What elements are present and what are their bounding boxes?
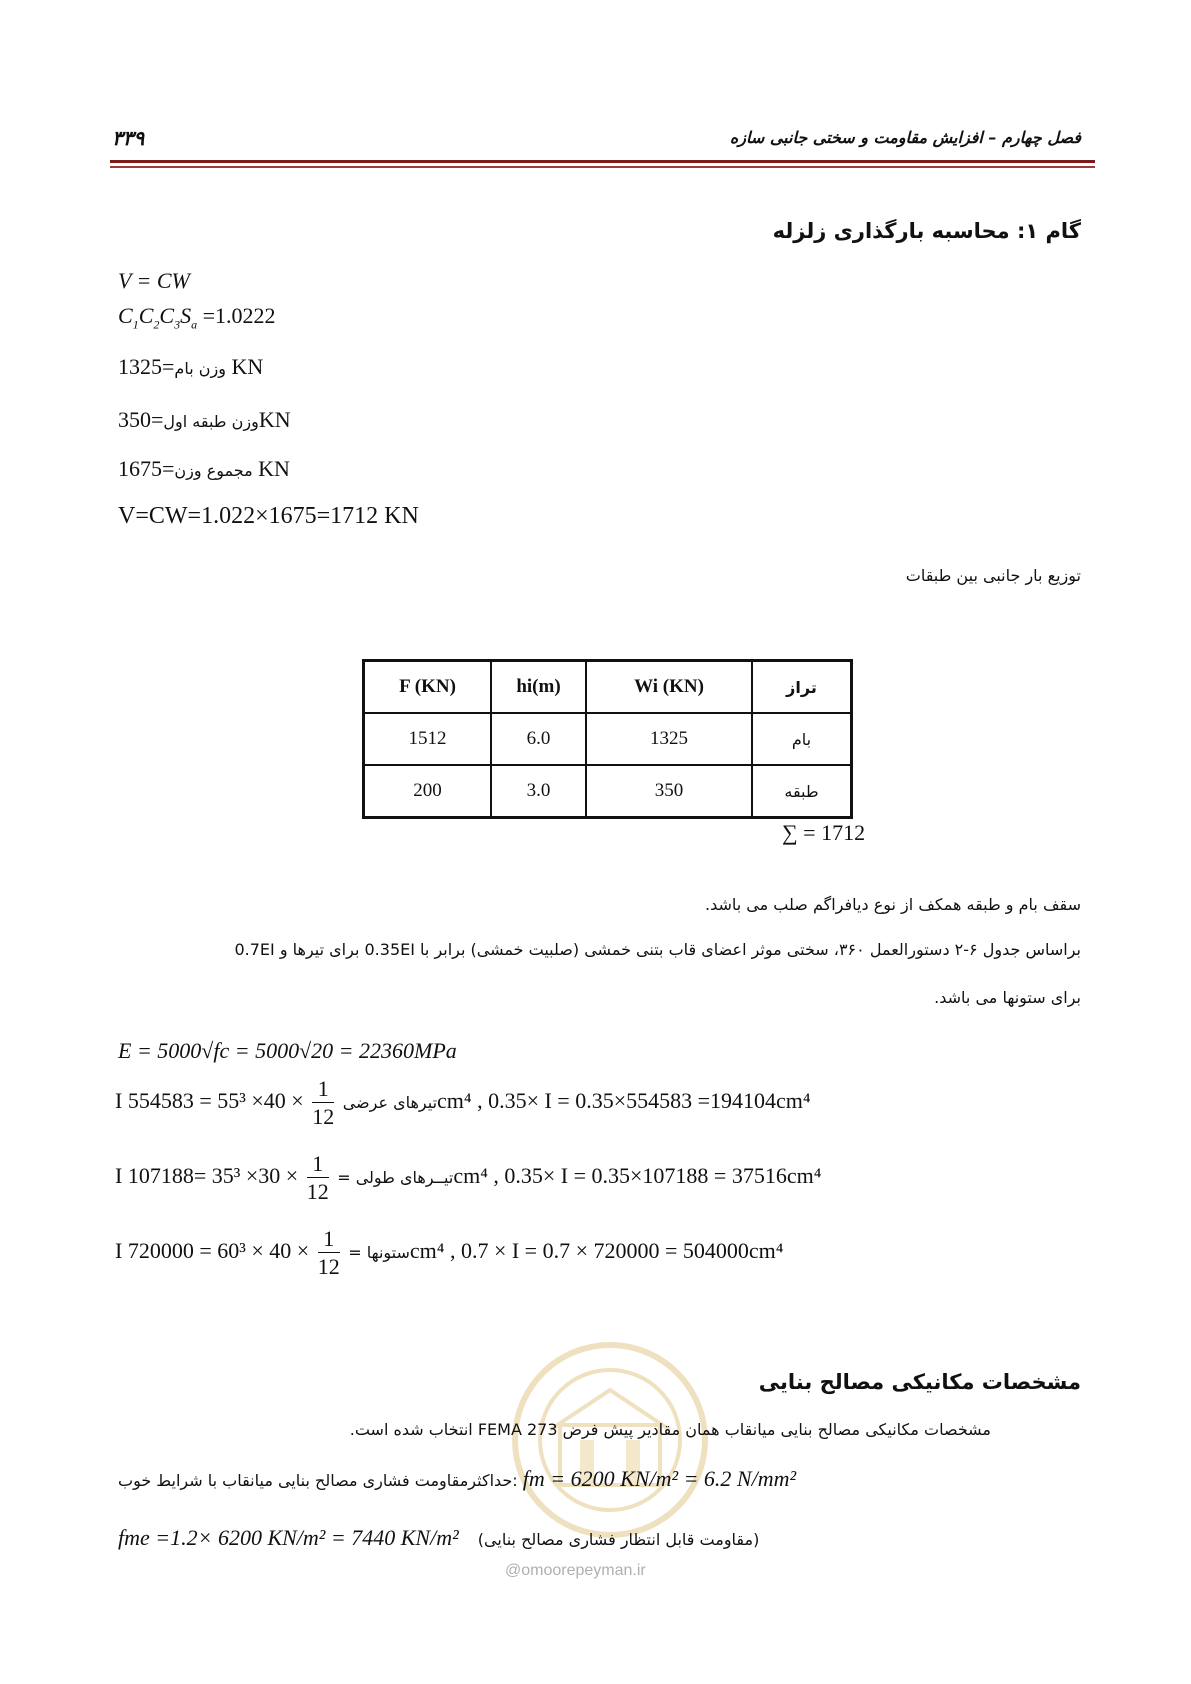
fraction-denominator: 12	[312, 1104, 335, 1129]
cell-f: 1512	[364, 713, 492, 765]
i-symbol: I	[115, 1088, 123, 1114]
floor-weight-label: وزن طبقه اول	[163, 412, 259, 431]
cell-h: 6.0	[491, 713, 586, 765]
eq-modulus: E = 5000√fc = 5000√20 = 22360MPa	[118, 1038, 457, 1063]
fraction	[312, 1078, 334, 1128]
cell-level: طبقه	[752, 765, 852, 818]
floor-weight-value: 350KN	[118, 407, 291, 432]
cell-level: بام	[752, 713, 852, 765]
transverse-expression: × 40× 55³ = 554583cm⁴ , 0.35× I = 0.35×554583 =194104cm⁴	[127, 1088, 811, 1114]
v-result: V=CW=1.022×1675=1712 KN	[118, 503, 419, 529]
cell-h: 3.0	[491, 765, 586, 818]
longitudinal-expression: × 30× 35³ =107188cm⁴ , 0.35× I = 0.35×107188 = 37516cm⁴	[127, 1163, 822, 1189]
cell-f: 200	[364, 765, 492, 818]
header-level: تراز	[752, 661, 852, 714]
roof-weight-label: وزن بام	[174, 359, 226, 378]
floor-weight-line: وزن طبقه اول=350KN	[118, 407, 291, 432]
eq-columns	[115, 1228, 783, 1278]
fm-equation: fm = 6200 KN/m² = 6.2 N/mm²	[522, 1466, 797, 1491]
diaphragm-note: سقف بام و طبقه همکف از نوع دیافراگم صلب می باشد.	[705, 895, 1081, 914]
eq-coefficients-value: =1.0222	[202, 303, 276, 328]
roof-weight-line: وزن بام=1325 KN	[118, 354, 264, 379]
total-weight-line: مجموع وزن=1675 KN	[118, 456, 290, 481]
transverse-label: تیرهای عرضی	[342, 1093, 438, 1113]
chapter-title: فصل چهارم – افزایش مقاومت و سختی جانبی سازه	[729, 128, 1081, 147]
roof-weight-value: 1325 KN	[118, 354, 264, 379]
fraction-numerator: 1	[307, 1153, 329, 1178]
fraction-denominator: 12	[306, 1179, 329, 1204]
story-force-table	[362, 659, 853, 819]
masonry-heading: مشخصات مکانیکی مصالح بنایی	[758, 1370, 1081, 1394]
page-number: ۳۳۹	[112, 126, 145, 150]
longitudinal-label: تیــرهای طولی =	[337, 1168, 454, 1188]
eq-v-cw: V = CW	[118, 268, 190, 293]
i-symbol: I	[115, 1163, 123, 1189]
watermark-site: @omoorepeyman.ir	[505, 1562, 646, 1579]
total-weight-label: مجموع وزن	[174, 461, 253, 480]
watermark-logo-icon	[490, 1330, 730, 1550]
fme-equation: fme =1.2× 6200 KN/m² = 7440 KN/m²	[118, 1525, 459, 1550]
cell-w: 350	[586, 765, 752, 818]
code-note-line2: برای ستونها می باشد.	[934, 988, 1081, 1007]
columns-label: ستونها =	[348, 1243, 410, 1263]
fm-label: حداکثرمقاومت فشاری مصالح بنایی میانقاب با شرایط خوب	[118, 1471, 513, 1490]
fraction-denominator: 12	[317, 1254, 340, 1279]
table-row	[364, 713, 852, 765]
header-f: F (KN)	[364, 661, 492, 714]
eq-longitudinal-beams	[115, 1153, 821, 1203]
fraction-numerator: 1	[318, 1228, 340, 1253]
fm-line: حداکثرمقاومت فشاری مصالح بنایی میانقاب با شرایط خوب: fm = 6200 KN/m² = 6.2 N/mm²	[118, 1466, 797, 1491]
fraction	[318, 1228, 340, 1278]
columns-expression: × 40 × 60³ = 720000cm⁴ , 0.7 × I = 0.7 × 720000 = 504000cm⁴	[127, 1238, 784, 1264]
header-w: Wi (KN)	[586, 661, 752, 714]
i-symbol: I	[115, 1238, 123, 1264]
eq-coefficients: $C_1C_2C_3S_a =1.0222$	[118, 303, 276, 332]
table-sum: ∑ = 1712	[782, 820, 866, 845]
fraction-numerator: 1	[312, 1078, 334, 1103]
fme-label: (مقاومت قابل انتظار فشاری مصالح بنایی)	[477, 1530, 760, 1549]
distribution-caption: توزیع بار جانبی بین طبقات	[905, 566, 1081, 585]
table-row	[364, 765, 852, 818]
fraction	[307, 1153, 329, 1203]
header-rule	[110, 160, 1095, 163]
table-header-row	[364, 661, 852, 714]
header-rule-thin	[110, 166, 1095, 168]
fme-line	[118, 1525, 759, 1551]
eq-transverse-beams	[115, 1078, 811, 1128]
header-h: hi(m)	[491, 661, 586, 714]
cell-w: 1325	[586, 713, 752, 765]
masonry-intro: مشخصات مکانیکی مصالح بنایی میانقاب همان مقادیر پیش فرض FEMA 273 انتخاب شده است.	[349, 1420, 991, 1439]
code-note-line1: براساس جدول ۶-۲ دستورالعمل ۳۶۰، سختی موثر اعضای قاب بتنی خمشی (صلبیت خمشی) برابر با 0.35EI برای تیرها و 0.7EI	[234, 940, 1081, 959]
total-weight-value: 1675 KN	[118, 456, 290, 481]
step1-heading: گام ۱: محاسبه بارگذاری زلزله	[772, 219, 1081, 243]
